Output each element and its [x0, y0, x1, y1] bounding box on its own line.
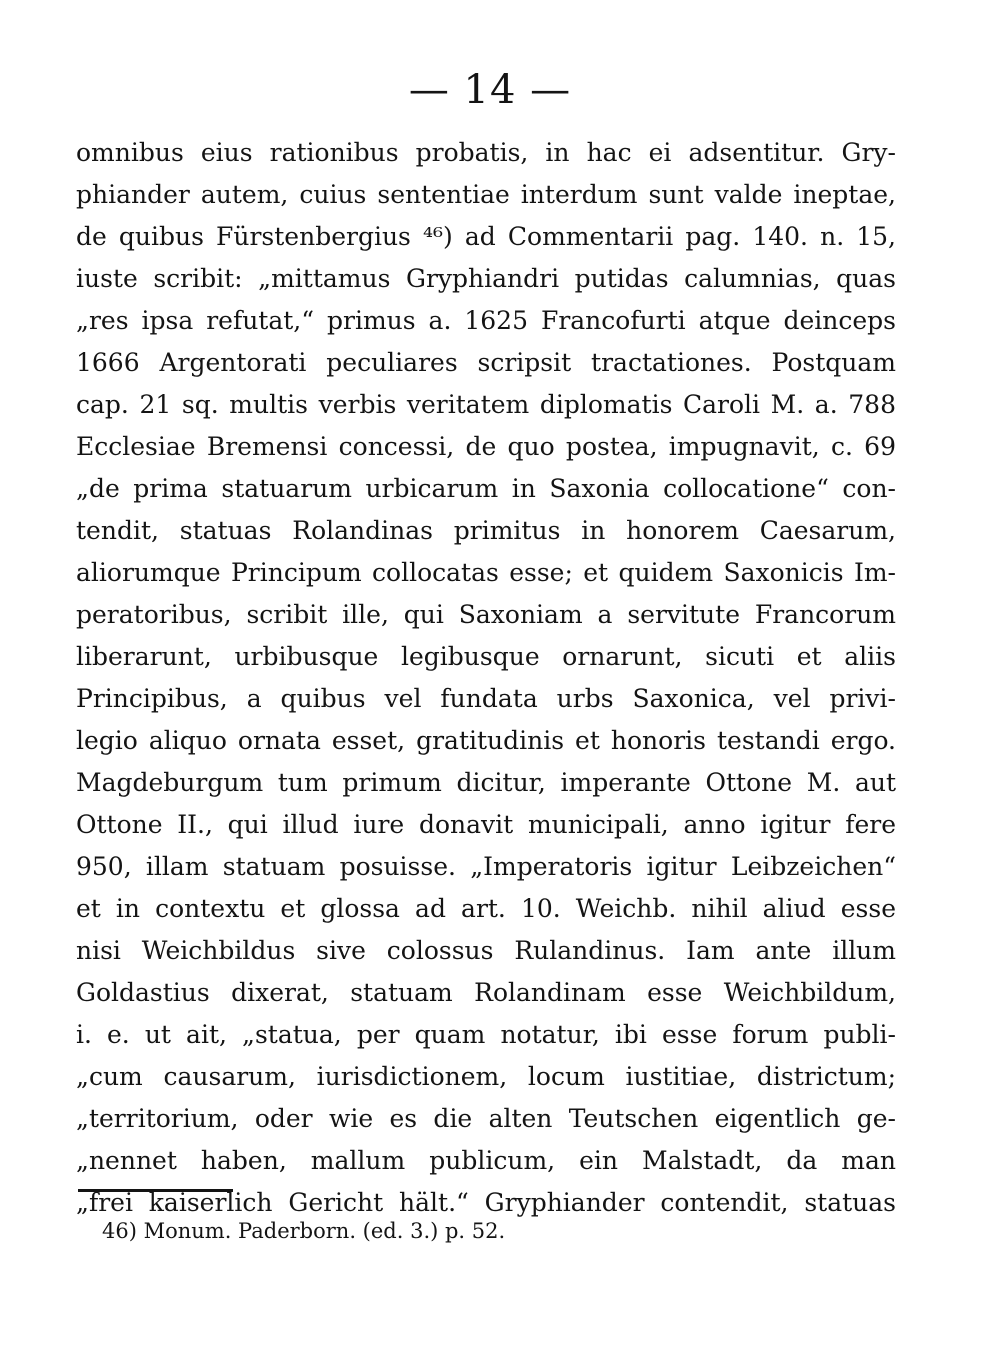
text-line: Ottone II., qui illud iure donavit municipali, anno igitur fere — [76, 810, 896, 839]
text-line: „cum causarum, iurisdictionem, locum iustitiae, districtum; — [76, 1062, 896, 1091]
text-line: de quibus Fürstenbergius ⁴⁶) ad Commentarii pag. 140. n. 15, — [76, 222, 896, 251]
text-line: et in contextu et glossa ad art. 10. Weichb. nihil aliud esse — [76, 894, 896, 923]
text-line: phiander autem, cuius sententiae interdum sunt valde ineptae, — [76, 180, 896, 209]
text-line: Principibus, a quibus vel fundata urbs Saxonica, vel privi- — [76, 684, 896, 713]
text-line: omnibus eius rationibus probatis, in hac ei adsentitur. Gry- — [76, 138, 896, 167]
text-line: „res ipsa refutat,“ primus a. 1625 Francofurti atque deinceps — [76, 306, 896, 335]
body-text — [76, 132, 896, 1224]
text-line: i. e. ut ait, „statua, per quam notatur, ibi esse forum publi- — [76, 1020, 896, 1049]
text-line: legio aliquo ornata esset, gratitudinis et honoris testandi ergo. — [76, 726, 896, 755]
footnote-divider — [78, 1189, 233, 1192]
text-line: „nennet haben, mallum publicum, ein Malstadt, da man — [76, 1146, 896, 1175]
footnote: 46) Monum. Paderborn. (ed. 3.) p. 52. — [102, 1219, 506, 1243]
text-line: „territorium, oder wie es die alten Teutschen eigentlich ge- — [76, 1104, 896, 1133]
text-line: tendit, statuas Rolandinas primitus in honorem Caesarum, — [76, 516, 896, 545]
text-line: cap. 21 sq. multis verbis veritatem diplomatis Caroli M. a. 788 — [76, 390, 896, 419]
text-line: nisi Weichbildus sive colossus Rulandinus. Iam ante illum — [76, 936, 896, 965]
text-line: Goldastius dixerat, statuam Rolandinam esse Weichbildum, — [76, 978, 896, 1007]
text-line: liberarunt, urbibusque legibusque ornarunt, sicuti et aliis — [76, 642, 896, 671]
text-line: aliorumque Principum collocatas esse; et quidem Saxonicis Im- — [76, 558, 896, 587]
text-line: Magdeburgum tum primum dicitur, imperante Ottone M. aut — [76, 768, 896, 797]
text-line: Ecclesiae Bremensi concessi, de quo postea, impugnavit, c. 69 — [76, 432, 896, 461]
text-line: peratoribus, scribit ille, qui Saxoniam a servitute Francorum — [76, 600, 896, 629]
text-line: 950, illam statuam posuisse. „Imperatoris igitur Leibzeichen“ — [76, 852, 896, 881]
page-number: — 14 — — [408, 67, 572, 113]
text-line: „de prima statuarum urbicarum in Saxonia collocatione“ con- — [76, 474, 896, 503]
text-line: „frei kaiserlich Gericht hält.“ Gryphiander contendit, statuas — [76, 1188, 896, 1217]
text-line: iuste scribit: „mittamus Gryphiandri putidas calumnias, quas — [76, 264, 896, 293]
text-line: 1666 Argentorati peculiares scripsit tractationes. Postquam — [76, 348, 896, 377]
